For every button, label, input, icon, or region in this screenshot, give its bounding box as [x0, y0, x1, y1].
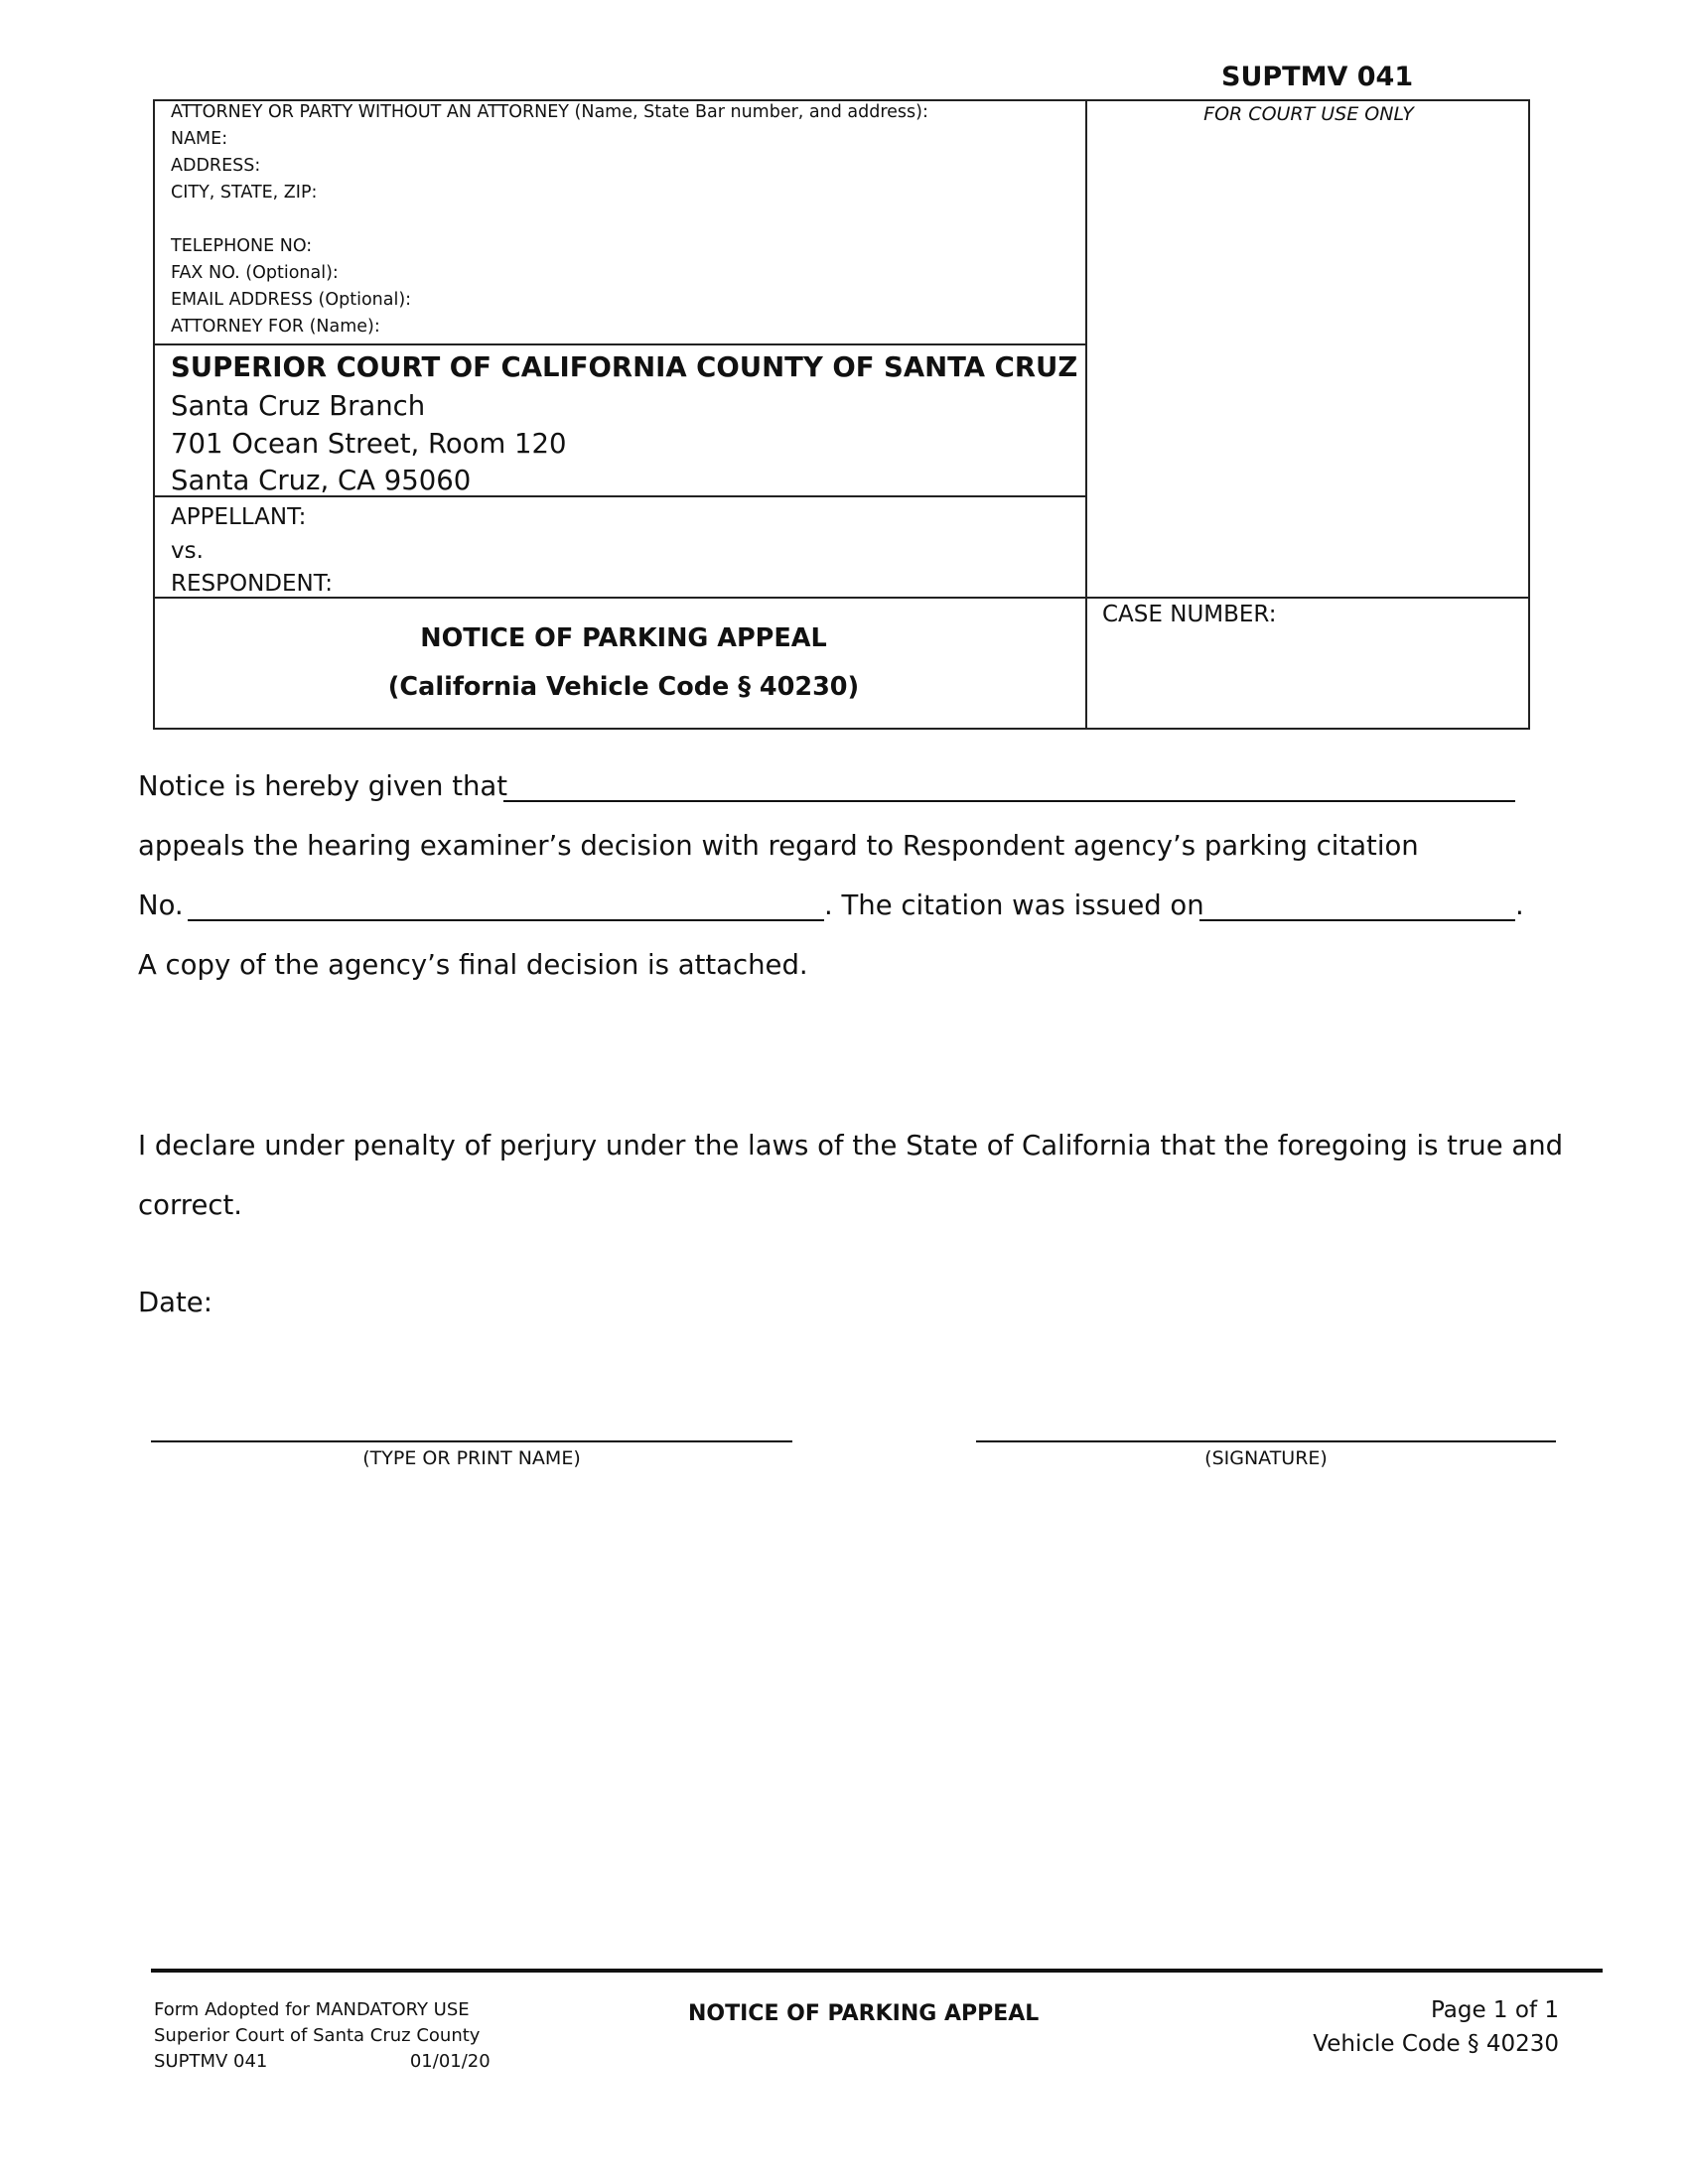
attorney-city-field[interactable]: CITY, STATE, ZIP:: [171, 183, 318, 203]
form-subtitle: (California Vehicle Code § 40230): [387, 672, 860, 702]
footer-form-code: SUPTMV 041: [154, 2051, 268, 2072]
attorney-court-divider: [153, 343, 1087, 345]
issued-on-label: . The citation was issued on: [824, 889, 1204, 921]
footer-code-ref: Vehicle Code § 40230: [1313, 2031, 1559, 2057]
respondent-field[interactable]: RESPONDENT:: [171, 571, 334, 597]
attorney-fax-field[interactable]: FAX NO. (Optional):: [171, 263, 339, 283]
court-street: 701 Ocean Street, Room 120: [171, 427, 567, 460]
notice-line-2: appeals the hearing examiner’s decision with regard to Respondent agency’s parking citation: [138, 830, 1419, 862]
issue-date-blank[interactable]: [1199, 919, 1515, 921]
box-left-border: [153, 99, 155, 730]
parties-title-divider: [153, 597, 1530, 599]
attorney-spacer: [171, 206, 928, 233]
attorney-heading: ATTORNEY OR PARTY WITHOUT AN ATTORNEY (Name, State Bar number, and address):: [171, 102, 928, 122]
case-number-field[interactable]: CASE NUMBER:: [1102, 602, 1277, 627]
attorney-block: [171, 99, 928, 341]
footer-form-date: 01/01/20: [409, 2051, 491, 2072]
citation-number-blank[interactable]: [188, 919, 824, 921]
attorney-for-field[interactable]: ATTORNEY FOR (Name):: [171, 317, 380, 337]
signature-line[interactable]: [976, 1440, 1556, 1442]
signature-caption: (SIGNATURE): [1204, 1447, 1328, 1469]
footer-page: Page 1 of 1: [1430, 1997, 1559, 2023]
footer-rule: [151, 1969, 1603, 1973]
declaration-line-1: I declare under penalty of perjury under the laws of the State of California that the foregoing is true and: [138, 1130, 1564, 1161]
court-city: Santa Cruz, CA 95060: [171, 465, 472, 496]
appellant-field[interactable]: APPELLANT:: [171, 504, 307, 530]
attorney-email-field[interactable]: EMAIL ADDRESS (Optional):: [171, 290, 412, 310]
appellant-name-blank[interactable]: [503, 800, 1515, 802]
vs-label: vs.: [171, 537, 204, 564]
line-end-period: .: [1515, 889, 1524, 921]
notice-line-1: Notice is hereby given that: [138, 770, 508, 802]
box-bottom-border: [153, 728, 1530, 730]
print-name-caption: (TYPE OR PRINT NAME): [362, 1447, 581, 1469]
notice-line-4: A copy of the agency’s final decision is attached.: [138, 949, 808, 981]
footer-form-info: [154, 2049, 491, 2075]
footer-left: [154, 1997, 491, 2075]
footer-right: [1271, 1993, 1559, 2061]
parties-block: [171, 501, 333, 602]
form-title: NOTICE OF PARKING APPEAL: [420, 623, 827, 653]
court-name: SUPERIOR COURT OF CALIFORNIA COUNTY OF SANTA CRUZ: [171, 351, 1078, 383]
box-right-border: [1528, 99, 1530, 730]
attorney-address-field[interactable]: ADDRESS:: [171, 156, 261, 176]
footer-court: Superior Court of Santa Cruz County: [154, 2025, 481, 2046]
attorney-telephone-field[interactable]: TELEPHONE NO:: [171, 236, 313, 256]
print-name-line[interactable]: [151, 1440, 792, 1442]
footer-adopted: Form Adopted for MANDATORY USE: [154, 1999, 470, 2020]
attorney-name-field[interactable]: NAME:: [171, 129, 228, 149]
citation-no-label: No.: [138, 889, 184, 921]
date-field[interactable]: Date:: [138, 1287, 212, 1318]
court-branch: Santa Cruz Branch: [171, 390, 426, 422]
form-number: SUPTMV 041: [1221, 62, 1414, 92]
footer-title: NOTICE OF PARKING APPEAL: [688, 2001, 1040, 2026]
court-use-label: FOR COURT USE ONLY: [1203, 103, 1414, 125]
court-address: [171, 388, 567, 500]
declaration-line-2: correct.: [138, 1189, 243, 1221]
